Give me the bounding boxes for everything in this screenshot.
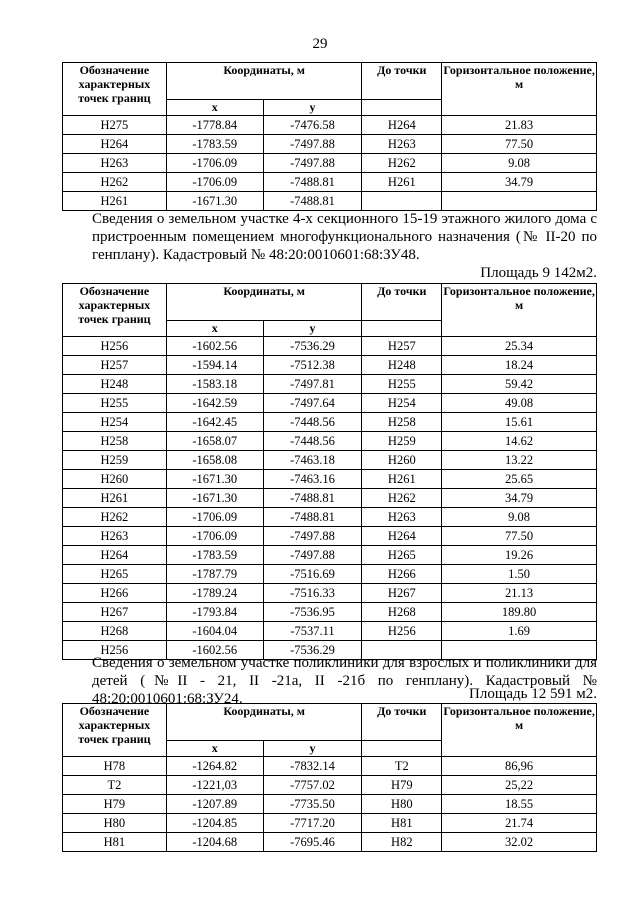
to-point: Н267 <box>362 584 442 603</box>
point-name: Н255 <box>63 394 167 413</box>
horizontal-distance: 25,22 <box>442 776 597 795</box>
table-row <box>63 814 597 833</box>
point-name: Н259 <box>63 451 167 470</box>
horizontal-distance: 189.80 <box>442 603 597 622</box>
x-coordinate: -1221,03 <box>166 776 263 795</box>
table-row <box>63 565 597 584</box>
section-area-2: Площадь 12 591 м2. <box>469 686 597 702</box>
to-point: Н260 <box>362 451 442 470</box>
table-row <box>63 154 597 173</box>
table-row <box>63 432 597 451</box>
x-coordinate: -1604.04 <box>166 622 263 641</box>
to-point: Н262 <box>362 154 442 173</box>
to-point: Н81 <box>362 814 442 833</box>
header-horizontal: Горизонтальное положение, м <box>442 284 597 337</box>
header-to-point: До точки <box>362 284 442 321</box>
header-to-point-blank <box>362 741 442 757</box>
to-point: Н266 <box>362 565 442 584</box>
header-horizontal: Горизонтальное положение, м <box>442 63 597 116</box>
horizontal-distance: 86,96 <box>442 757 597 776</box>
x-coordinate: -1793.84 <box>166 603 263 622</box>
x-coordinate: -1706.09 <box>166 527 263 546</box>
y-coordinate: -7488.81 <box>263 192 362 211</box>
x-coordinate: -1671.30 <box>166 470 263 489</box>
y-coordinate: -7516.69 <box>263 565 362 584</box>
point-name: Н261 <box>63 489 167 508</box>
horizontal-distance: 1.69 <box>442 622 597 641</box>
horizontal-distance: 13.22 <box>442 451 597 470</box>
table-row <box>63 757 597 776</box>
point-name: Н80 <box>63 814 167 833</box>
table-row <box>63 508 597 527</box>
point-name: Н260 <box>63 470 167 489</box>
x-coordinate: -1706.09 <box>166 154 263 173</box>
x-coordinate: -1642.45 <box>166 413 263 432</box>
x-coordinate: -1778.84 <box>166 116 263 135</box>
header-x: x <box>166 321 263 337</box>
point-name: Н266 <box>63 584 167 603</box>
coordinates-table-2 <box>62 283 597 660</box>
to-point: Н263 <box>362 135 442 154</box>
y-coordinate: -7717.20 <box>263 814 362 833</box>
point-name: Н79 <box>63 795 167 814</box>
point-name: Н264 <box>63 135 167 154</box>
x-coordinate: -1671.30 <box>166 192 263 211</box>
point-name: Н254 <box>63 413 167 432</box>
y-coordinate: -7536.29 <box>263 337 362 356</box>
table-row <box>63 546 597 565</box>
y-coordinate: -7488.81 <box>263 173 362 192</box>
to-point: Н80 <box>362 795 442 814</box>
coordinates-table-1 <box>62 62 597 211</box>
y-coordinate: -7448.56 <box>263 413 362 432</box>
x-coordinate: -1658.07 <box>166 432 263 451</box>
x-coordinate: -1602.56 <box>166 337 263 356</box>
horizontal-distance: 18.55 <box>442 795 597 814</box>
to-point: Н258 <box>362 413 442 432</box>
x-coordinate: -1204.85 <box>166 814 263 833</box>
header-designation: Обозначение характерных точек границ <box>63 704 167 757</box>
page-number: 29 <box>312 36 328 52</box>
horizontal-distance: 19.26 <box>442 546 597 565</box>
x-coordinate: -1642.59 <box>166 394 263 413</box>
x-coordinate: -1658.08 <box>166 451 263 470</box>
horizontal-distance: 9.08 <box>442 154 597 173</box>
to-point: Н263 <box>362 508 442 527</box>
section-description-1 <box>62 210 597 264</box>
to-point: Н261 <box>362 173 442 192</box>
header-coordinates: Координаты, м <box>166 63 362 100</box>
horizontal-distance: 18.24 <box>442 356 597 375</box>
y-coordinate: -7537.11 <box>263 622 362 641</box>
to-point: Н264 <box>362 527 442 546</box>
header-to-point-blank <box>362 100 442 116</box>
table-row <box>63 451 597 470</box>
table-row <box>63 337 597 356</box>
y-coordinate: -7832.14 <box>263 757 362 776</box>
x-coordinate: -1204.68 <box>166 833 263 852</box>
to-point: Т2 <box>362 757 442 776</box>
y-coordinate: -7463.18 <box>263 451 362 470</box>
table-row <box>63 173 597 192</box>
to-point: Н262 <box>362 489 442 508</box>
coordinates-table-3 <box>62 703 597 852</box>
point-name: Н258 <box>63 432 167 451</box>
table-row <box>63 795 597 814</box>
header-y: y <box>263 100 362 116</box>
horizontal-distance: 77.50 <box>442 527 597 546</box>
header-to-point-blank <box>362 321 442 337</box>
x-coordinate: -1706.09 <box>166 508 263 527</box>
point-name: Н267 <box>63 603 167 622</box>
y-coordinate: -7497.64 <box>263 394 362 413</box>
x-coordinate: -1783.59 <box>166 546 263 565</box>
point-name: Н257 <box>63 356 167 375</box>
to-point: Н257 <box>362 337 442 356</box>
header-x: x <box>166 741 263 757</box>
section-text: Сведения о земельном участке поликлиники для взрослых и поликлиники для детей (№II - 21, II -21а, II -21б по генплану). Кадастровый № 48:20:0010601:68:ЗУ24. <box>92 655 597 707</box>
point-name: Н275 <box>63 116 167 135</box>
x-coordinate: -1706.09 <box>166 173 263 192</box>
header-coordinates: Координаты, м <box>166 284 362 321</box>
to-point <box>362 192 442 211</box>
section-area-1: Площадь 9 142м2. <box>480 265 597 281</box>
x-coordinate: -1583.18 <box>166 375 263 394</box>
horizontal-distance: 21.13 <box>442 584 597 603</box>
to-point: Н256 <box>362 622 442 641</box>
horizontal-distance <box>442 192 597 211</box>
header-y: y <box>263 741 362 757</box>
table-row <box>63 192 597 211</box>
point-name: Н248 <box>63 375 167 394</box>
x-coordinate: -1207.89 <box>166 795 263 814</box>
y-coordinate: -7536.29 <box>263 641 362 660</box>
table-row <box>63 527 597 546</box>
to-point: Н259 <box>362 432 442 451</box>
table-row <box>63 135 597 154</box>
point-name: Н262 <box>63 173 167 192</box>
y-coordinate: -7497.88 <box>263 546 362 565</box>
x-coordinate: -1594.14 <box>166 356 263 375</box>
table-row <box>63 413 597 432</box>
x-coordinate: -1264.82 <box>166 757 263 776</box>
to-point: Н82 <box>362 833 442 852</box>
point-name: Т2 <box>63 776 167 795</box>
y-coordinate: -7497.88 <box>263 135 362 154</box>
x-coordinate: -1787.79 <box>166 565 263 584</box>
to-point: Н264 <box>362 116 442 135</box>
horizontal-distance: 21.74 <box>442 814 597 833</box>
point-name: Н264 <box>63 546 167 565</box>
table-row <box>63 116 597 135</box>
table-row <box>63 833 597 852</box>
header-to-point: До точки <box>362 63 442 100</box>
header-designation: Обозначение характерных точек границ <box>63 63 167 116</box>
to-point: Н79 <box>362 776 442 795</box>
y-coordinate: -7488.81 <box>263 489 362 508</box>
table-row <box>63 603 597 622</box>
horizontal-distance: 77.50 <box>442 135 597 154</box>
horizontal-distance: 15.61 <box>442 413 597 432</box>
y-coordinate: -7695.46 <box>263 833 362 852</box>
header-horizontal: Горизонтальное положение, м <box>442 704 597 757</box>
horizontal-distance: 25.65 <box>442 470 597 489</box>
table-row <box>63 375 597 394</box>
to-point: Н255 <box>362 375 442 394</box>
y-coordinate: -7516.33 <box>263 584 362 603</box>
table-row <box>63 776 597 795</box>
horizontal-distance: 21.83 <box>442 116 597 135</box>
x-coordinate: -1602.56 <box>166 641 263 660</box>
table-row <box>63 584 597 603</box>
header-y: y <box>263 321 362 337</box>
x-coordinate: -1789.24 <box>166 584 263 603</box>
header-x: x <box>166 100 263 116</box>
header-designation: Обозначение характерных точек границ <box>63 284 167 337</box>
horizontal-distance: 14.62 <box>442 432 597 451</box>
to-point: Н254 <box>362 394 442 413</box>
point-name: Н261 <box>63 192 167 211</box>
y-coordinate: -7735.50 <box>263 795 362 814</box>
table-row <box>63 356 597 375</box>
table-row <box>63 470 597 489</box>
horizontal-distance: 25.34 <box>442 337 597 356</box>
x-coordinate: -1671.30 <box>166 489 263 508</box>
point-name: Н78 <box>63 757 167 776</box>
y-coordinate: -7536.95 <box>263 603 362 622</box>
y-coordinate: -7476.58 <box>263 116 362 135</box>
horizontal-distance: 34.79 <box>442 489 597 508</box>
y-coordinate: -7512.38 <box>263 356 362 375</box>
to-point: Н248 <box>362 356 442 375</box>
horizontal-distance: 1.50 <box>442 565 597 584</box>
to-point: Н261 <box>362 470 442 489</box>
horizontal-distance: 32.02 <box>442 833 597 852</box>
point-name: Н262 <box>63 508 167 527</box>
header-to-point: До точки <box>362 704 442 741</box>
point-name: Н268 <box>63 622 167 641</box>
horizontal-distance: 9.08 <box>442 508 597 527</box>
x-coordinate: -1783.59 <box>166 135 263 154</box>
table-row <box>63 489 597 508</box>
point-name: Н256 <box>63 337 167 356</box>
y-coordinate: -7497.81 <box>263 375 362 394</box>
point-name: Н81 <box>63 833 167 852</box>
y-coordinate: -7448.56 <box>263 432 362 451</box>
y-coordinate: -7497.88 <box>263 154 362 173</box>
horizontal-distance: 59.42 <box>442 375 597 394</box>
to-point: Н265 <box>362 546 442 565</box>
point-name: Н263 <box>63 527 167 546</box>
table-row <box>63 622 597 641</box>
section-text: Сведения о земельном участке 4-х секционного 15-19 этажного жилого дома с пристроенным помещением многофункционального назначения (№ II-20 по генплану). Кадастровый № 48:20:0010601:68:ЗУ48. <box>92 211 597 263</box>
horizontal-distance: 34.79 <box>442 173 597 192</box>
y-coordinate: -7757.02 <box>263 776 362 795</box>
point-name: Н265 <box>63 565 167 584</box>
y-coordinate: -7497.88 <box>263 527 362 546</box>
y-coordinate: -7463.16 <box>263 470 362 489</box>
point-name: Н256 <box>63 641 167 660</box>
y-coordinate: -7488.81 <box>263 508 362 527</box>
to-point: Н268 <box>362 603 442 622</box>
point-name: Н263 <box>63 154 167 173</box>
header-coordinates: Координаты, м <box>166 704 362 741</box>
horizontal-distance: 49.08 <box>442 394 597 413</box>
table-row <box>63 394 597 413</box>
